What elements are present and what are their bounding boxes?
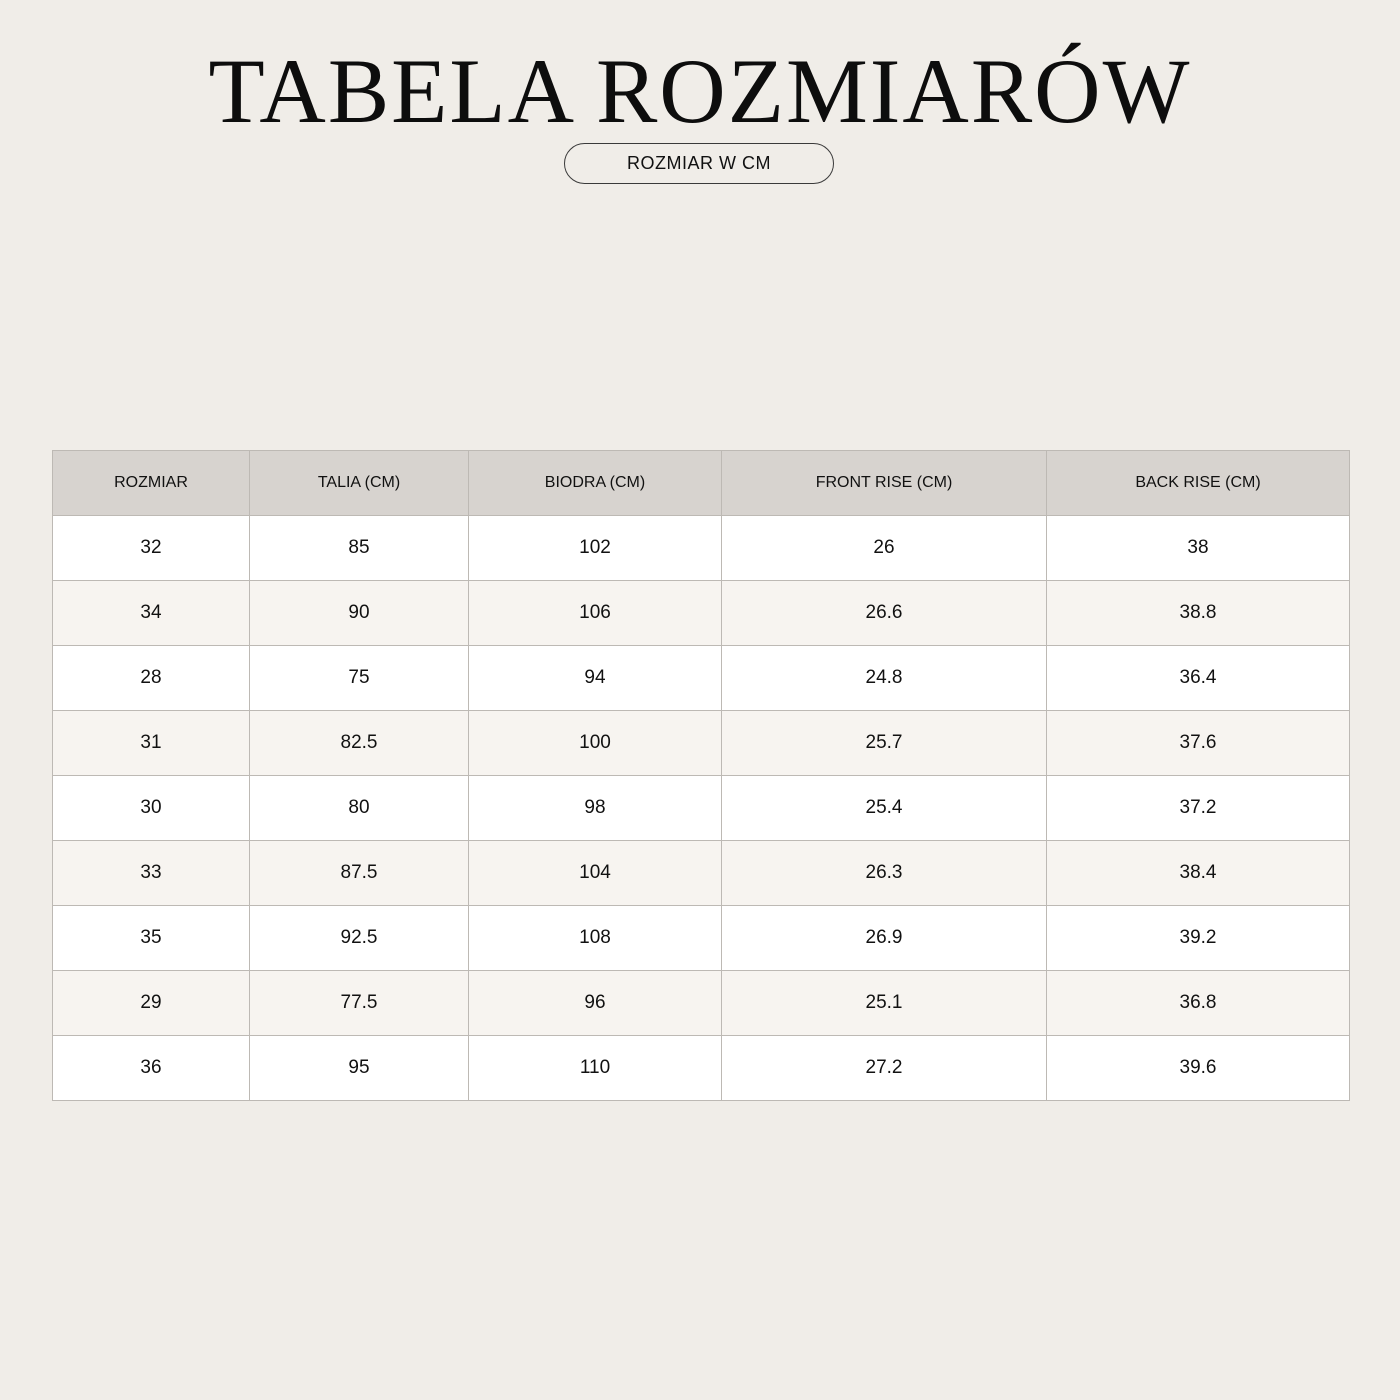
cell-talia: 92.5 <box>250 906 469 971</box>
table-row <box>53 711 1350 776</box>
cell-front-rise: 27.2 <box>722 1036 1047 1101</box>
cell-back-rise: 36.4 <box>1047 646 1350 711</box>
cell-biodra: 102 <box>469 516 722 581</box>
size-table-container <box>52 450 1349 1101</box>
cell-biodra: 110 <box>469 1036 722 1101</box>
cell-back-rise: 39.6 <box>1047 1036 1350 1101</box>
cell-back-rise: 38.4 <box>1047 841 1350 906</box>
table-row <box>53 516 1350 581</box>
cell-biodra: 94 <box>469 646 722 711</box>
cell-back-rise: 37.2 <box>1047 776 1350 841</box>
cell-talia: 77.5 <box>250 971 469 1036</box>
cell-talia: 82.5 <box>250 711 469 776</box>
table-row <box>53 906 1350 971</box>
cell-talia: 85 <box>250 516 469 581</box>
cell-front-rise: 25.7 <box>722 711 1047 776</box>
cell-front-rise: 26.9 <box>722 906 1047 971</box>
header-rozmiar: ROZMIAR <box>53 451 250 516</box>
cell-back-rise: 38.8 <box>1047 581 1350 646</box>
cell-rozmiar: 32 <box>53 516 250 581</box>
header-talia: TALIA (CM) <box>250 451 469 516</box>
cell-front-rise: 25.4 <box>722 776 1047 841</box>
header-front-rise: FRONT RISE (CM) <box>722 451 1047 516</box>
cell-front-rise: 25.1 <box>722 971 1047 1036</box>
table-row <box>53 841 1350 906</box>
cell-rozmiar: 34 <box>53 581 250 646</box>
cell-front-rise: 24.8 <box>722 646 1047 711</box>
page-title: TABELA ROZMIARÓW <box>208 40 1192 142</box>
cell-biodra: 98 <box>469 776 722 841</box>
cell-biodra: 100 <box>469 711 722 776</box>
cell-talia: 90 <box>250 581 469 646</box>
cell-biodra: 96 <box>469 971 722 1036</box>
cell-rozmiar: 29 <box>53 971 250 1036</box>
table-row <box>53 776 1350 841</box>
cell-biodra: 104 <box>469 841 722 906</box>
cell-back-rise: 38 <box>1047 516 1350 581</box>
size-table <box>52 450 1350 1101</box>
header-biodra: BIODRA (CM) <box>469 451 722 516</box>
cell-talia: 95 <box>250 1036 469 1101</box>
cell-rozmiar: 30 <box>53 776 250 841</box>
header-back-rise: BACK RISE (CM) <box>1047 451 1350 516</box>
cell-back-rise: 36.8 <box>1047 971 1350 1036</box>
cell-rozmiar: 35 <box>53 906 250 971</box>
cell-biodra: 108 <box>469 906 722 971</box>
cell-rozmiar: 33 <box>53 841 250 906</box>
cell-talia: 87.5 <box>250 841 469 906</box>
cell-biodra: 106 <box>469 581 722 646</box>
cell-rozmiar: 28 <box>53 646 250 711</box>
table-row <box>53 971 1350 1036</box>
cell-talia: 75 <box>250 646 469 711</box>
cell-back-rise: 39.2 <box>1047 906 1350 971</box>
table-row <box>53 646 1350 711</box>
unit-label-pill: ROZMIAR W CM <box>564 143 834 184</box>
cell-front-rise: 26.3 <box>722 841 1047 906</box>
cell-front-rise: 26.6 <box>722 581 1047 646</box>
cell-rozmiar: 36 <box>53 1036 250 1101</box>
table-row <box>53 1036 1350 1101</box>
cell-rozmiar: 31 <box>53 711 250 776</box>
cell-back-rise: 37.6 <box>1047 711 1350 776</box>
table-row <box>53 581 1350 646</box>
table-header-row <box>53 451 1350 516</box>
cell-front-rise: 26 <box>722 516 1047 581</box>
cell-talia: 80 <box>250 776 469 841</box>
